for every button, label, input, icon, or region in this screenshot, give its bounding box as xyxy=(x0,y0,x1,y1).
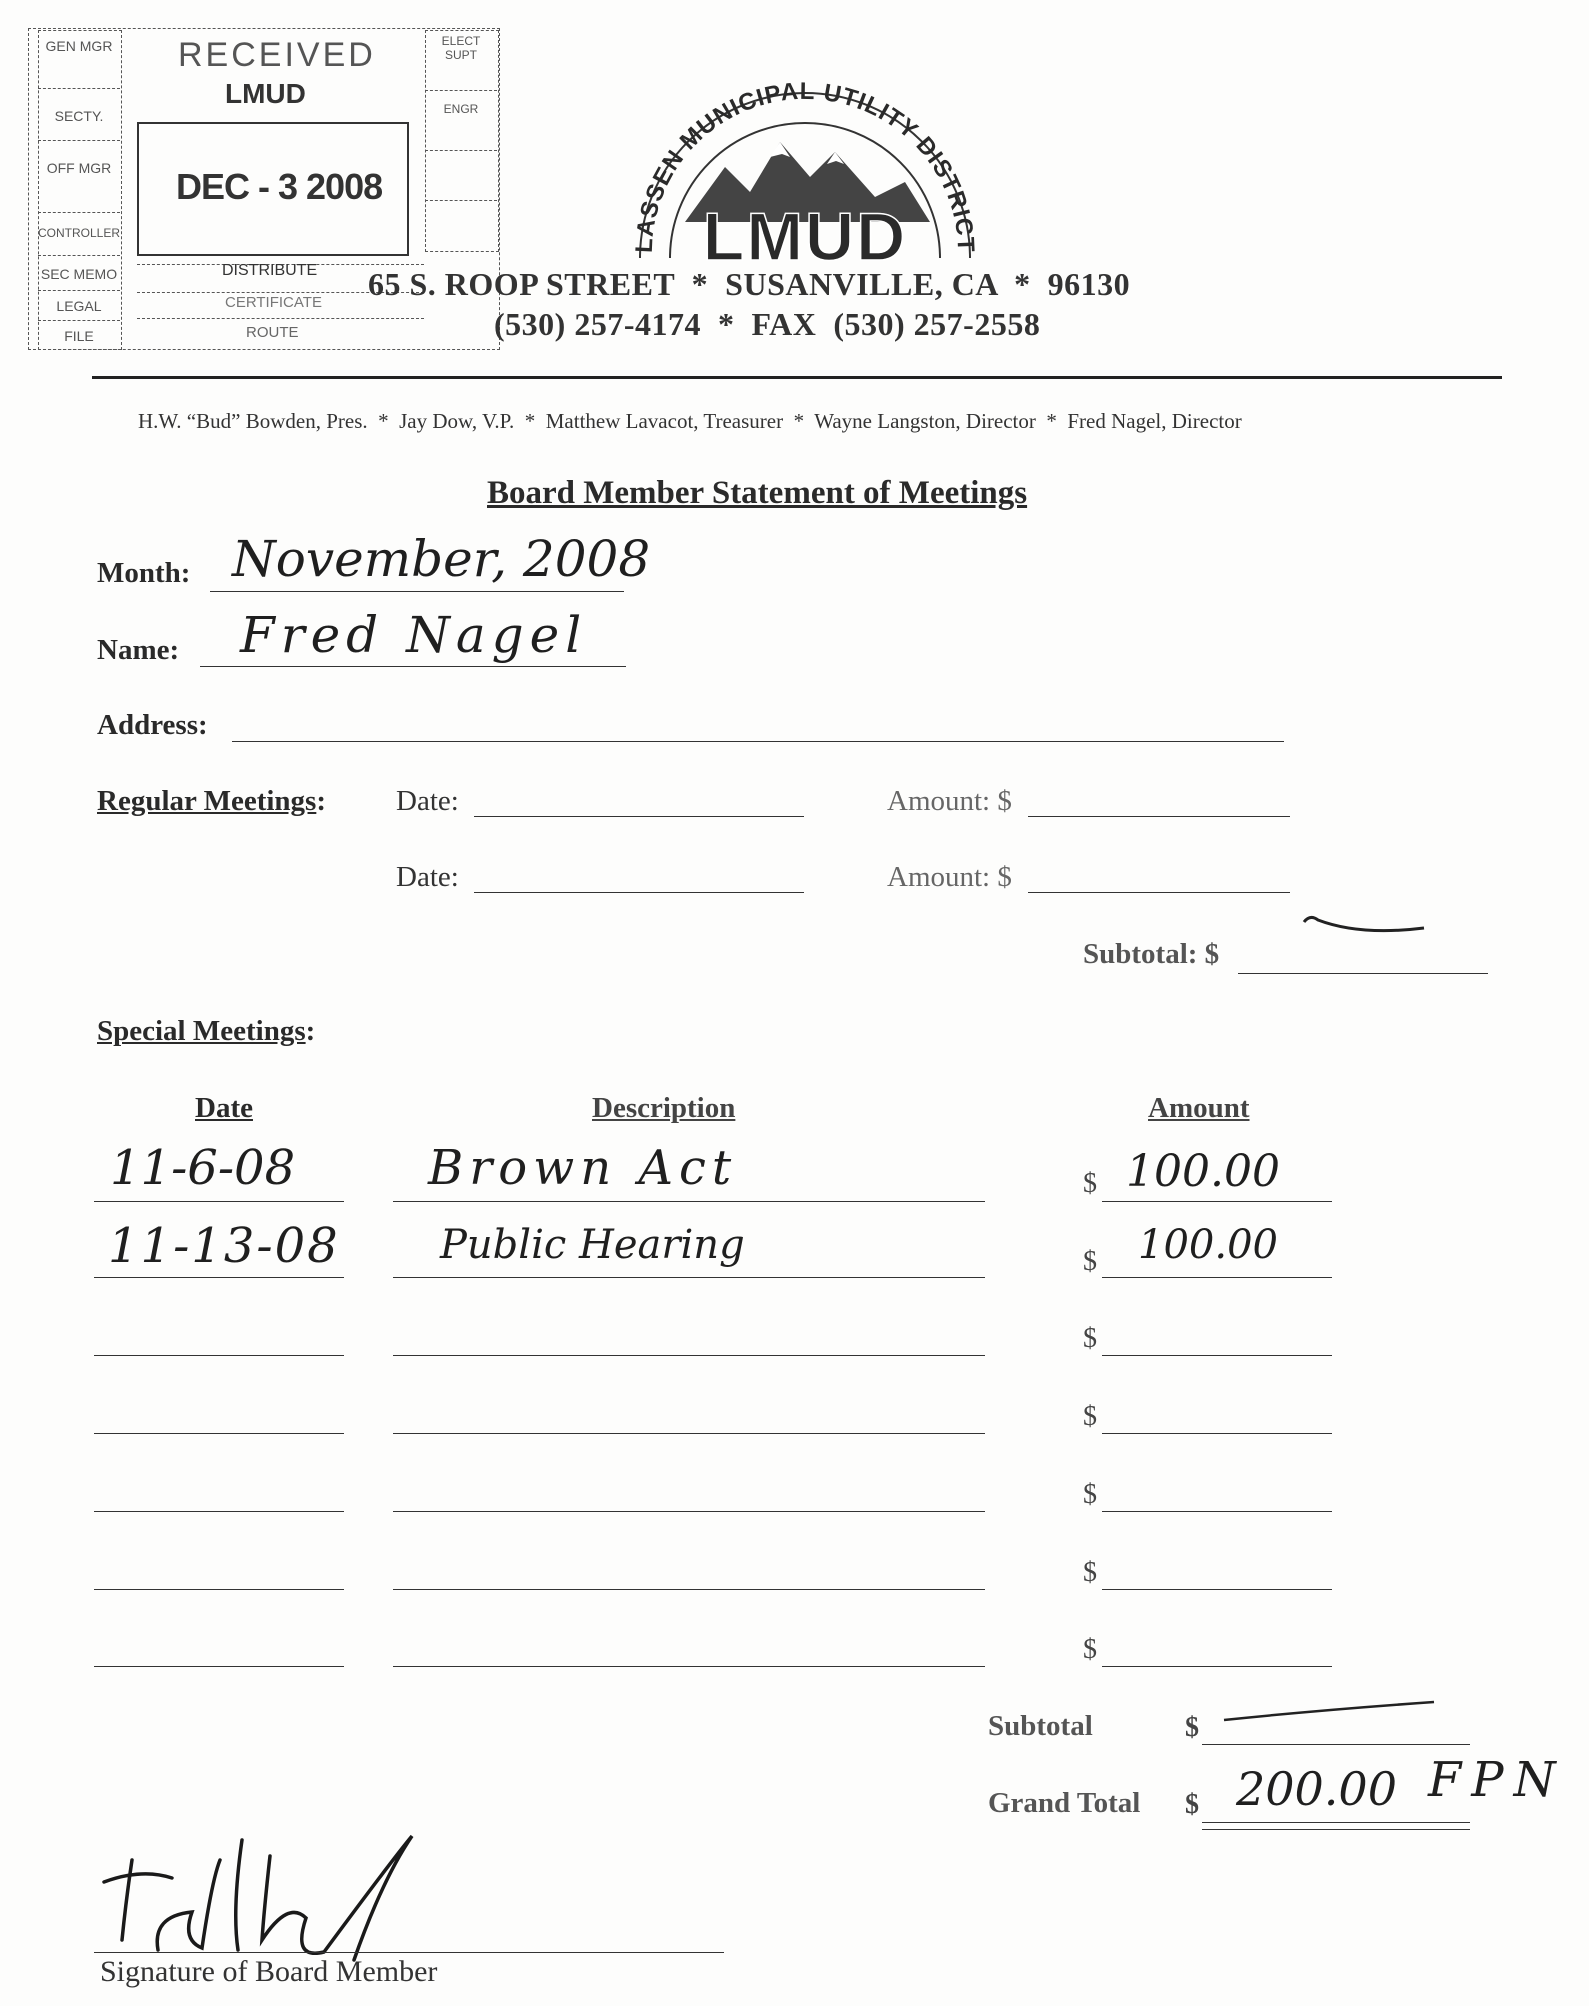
regular-subtotal-line[interactable] xyxy=(1238,973,1488,974)
row-dollar-sign: $ xyxy=(1083,1168,1097,1199)
grand-total-label: Grand Total xyxy=(988,1787,1141,1819)
stamp-cell-controller: CONTROLLER xyxy=(38,226,121,240)
row-dollar-sign: $ xyxy=(1083,1557,1097,1588)
initials: FPN xyxy=(1428,1752,1566,1808)
regular-date-label-2: Date: xyxy=(396,861,459,893)
regular-subtotal-dash xyxy=(1300,910,1430,940)
column-header-date: Date xyxy=(195,1092,253,1124)
address-label: Address: xyxy=(97,709,208,741)
column-header-description: Description xyxy=(592,1092,736,1124)
row-description-line[interactable] xyxy=(393,1589,985,1590)
row-dollar-sign: $ xyxy=(1083,1246,1097,1277)
stamp-received: RECEIVED xyxy=(178,36,376,74)
row-description-line[interactable] xyxy=(393,1433,985,1434)
row-date-value[interactable]: 11-6-08 xyxy=(110,1140,296,1196)
row-date-line[interactable] xyxy=(94,1355,344,1356)
stamp-distribute: DISTRIBUTE xyxy=(222,262,318,279)
stamp-route: ROUTE xyxy=(246,324,299,341)
stamp-cell-secty: SECTY. xyxy=(54,108,104,124)
special-subtotal-dash xyxy=(1220,1696,1440,1726)
stamp-cell-engr: ENGR xyxy=(443,102,479,116)
regular-date-line-1[interactable] xyxy=(474,816,804,817)
row-amount-line[interactable] xyxy=(1102,1433,1332,1434)
grand-total-dollar: $ xyxy=(1185,1789,1199,1820)
row-amount-value[interactable]: 100.00 xyxy=(1126,1146,1280,1197)
address-line[interactable] xyxy=(232,741,1284,742)
stamp-cell-off-mgr: OFF MGR xyxy=(46,160,112,176)
special-subtotal-label: Subtotal xyxy=(988,1710,1093,1742)
row-amount-line[interactable] xyxy=(1102,1201,1332,1202)
name-line xyxy=(200,666,626,667)
stamp-cell-legal: LEGAL xyxy=(56,298,102,314)
header-address: 65 S. ROOP STREET * SUSANVILLE, CA * 96130 xyxy=(368,266,1131,302)
month-label: Month: xyxy=(97,557,191,589)
row-date-line[interactable] xyxy=(94,1433,344,1434)
row-description-line[interactable] xyxy=(393,1201,985,1202)
special-subtotal-dollar: $ xyxy=(1185,1712,1199,1743)
signature-line[interactable] xyxy=(94,1952,724,1953)
regular-meetings-label: Regular Meetings: xyxy=(97,785,327,817)
stamp-cell-file: FILE xyxy=(64,328,94,344)
signature-image xyxy=(92,1820,432,1970)
form-title: Board Member Statement of Meetings xyxy=(487,475,1028,511)
row-description-line[interactable] xyxy=(393,1666,985,1667)
regular-amount-label-1: Amount: $ xyxy=(887,785,1012,817)
row-date-line[interactable] xyxy=(94,1511,344,1512)
row-date-line[interactable] xyxy=(94,1666,344,1667)
row-amount-value[interactable]: 100.00 xyxy=(1138,1222,1278,1268)
row-date-value[interactable]: 11-13-08 xyxy=(108,1218,340,1274)
board-officers: H.W. “Bud” Bowden, Pres. * Jay Dow, V.P. * Matthew Lavacot, Treasurer * Wayne Langston, Director * Fred Nagel, Director xyxy=(138,409,1242,433)
logo-arc-text: LASSEN MUNICIPAL UTILITY DISTRICT xyxy=(630,77,980,254)
grand-total-value[interactable]: 200.00 xyxy=(1236,1762,1397,1816)
row-dollar-sign: $ xyxy=(1083,1634,1097,1665)
regular-amount-label-2: Amount: $ xyxy=(887,861,1012,893)
row-date-line[interactable] xyxy=(94,1589,344,1590)
regular-amount-line-1[interactable] xyxy=(1028,816,1290,817)
lmud-logo xyxy=(630,72,980,272)
regular-date-line-2[interactable] xyxy=(474,892,804,893)
logo-monogram: LMUD xyxy=(702,199,908,272)
row-dollar-sign: $ xyxy=(1083,1401,1097,1432)
regular-subtotal-label: Subtotal: $ xyxy=(1083,938,1220,970)
row-amount-line[interactable] xyxy=(1102,1277,1332,1278)
grand-total-line[interactable] xyxy=(1202,1822,1470,1823)
row-date-line[interactable] xyxy=(94,1201,344,1202)
month-value[interactable]: November, 2008 xyxy=(232,530,651,588)
row-description-value[interactable]: Public Hearing xyxy=(440,1222,745,1268)
header-divider xyxy=(92,376,1502,379)
stamp-cell-gen-mgr: GEN MGR xyxy=(45,38,113,54)
row-date-line[interactable] xyxy=(94,1277,344,1278)
row-amount-line[interactable] xyxy=(1102,1666,1332,1667)
grand-total-line-double xyxy=(1202,1829,1470,1830)
stamp-cell-elect-supt: ELECT SUPT xyxy=(441,34,481,62)
row-description-line[interactable] xyxy=(393,1277,985,1278)
stamp-org: LMUD xyxy=(225,78,306,109)
row-amount-line[interactable] xyxy=(1102,1589,1332,1590)
row-dollar-sign: $ xyxy=(1083,1323,1097,1354)
stamp-cell-sec-memo: SEC MEMO xyxy=(40,266,118,282)
row-description-value[interactable]: Brown Act xyxy=(428,1140,738,1196)
name-value[interactable]: Fred Nagel xyxy=(240,606,588,664)
name-label: Name: xyxy=(97,634,180,666)
special-meetings-label: Special Meetings: xyxy=(97,1015,316,1047)
regular-amount-line-2[interactable] xyxy=(1028,892,1290,893)
special-subtotal-line[interactable] xyxy=(1202,1744,1470,1745)
row-amount-line[interactable] xyxy=(1102,1511,1332,1512)
row-dollar-sign: $ xyxy=(1083,1479,1097,1510)
stamp-date: DEC - 3 2008 xyxy=(176,166,383,207)
header-phone: (530) 257-4174 * FAX (530) 257-2558 xyxy=(494,306,1041,342)
row-description-line[interactable] xyxy=(393,1511,985,1512)
row-amount-line[interactable] xyxy=(1102,1355,1332,1356)
month-line xyxy=(210,591,624,592)
signature-label: Signature of Board Member xyxy=(100,1955,438,1988)
stamp-certificate: CERTIFICATE xyxy=(225,294,322,311)
row-description-line[interactable] xyxy=(393,1355,985,1356)
regular-date-label-1: Date: xyxy=(396,785,459,817)
column-header-amount: Amount xyxy=(1148,1092,1250,1124)
